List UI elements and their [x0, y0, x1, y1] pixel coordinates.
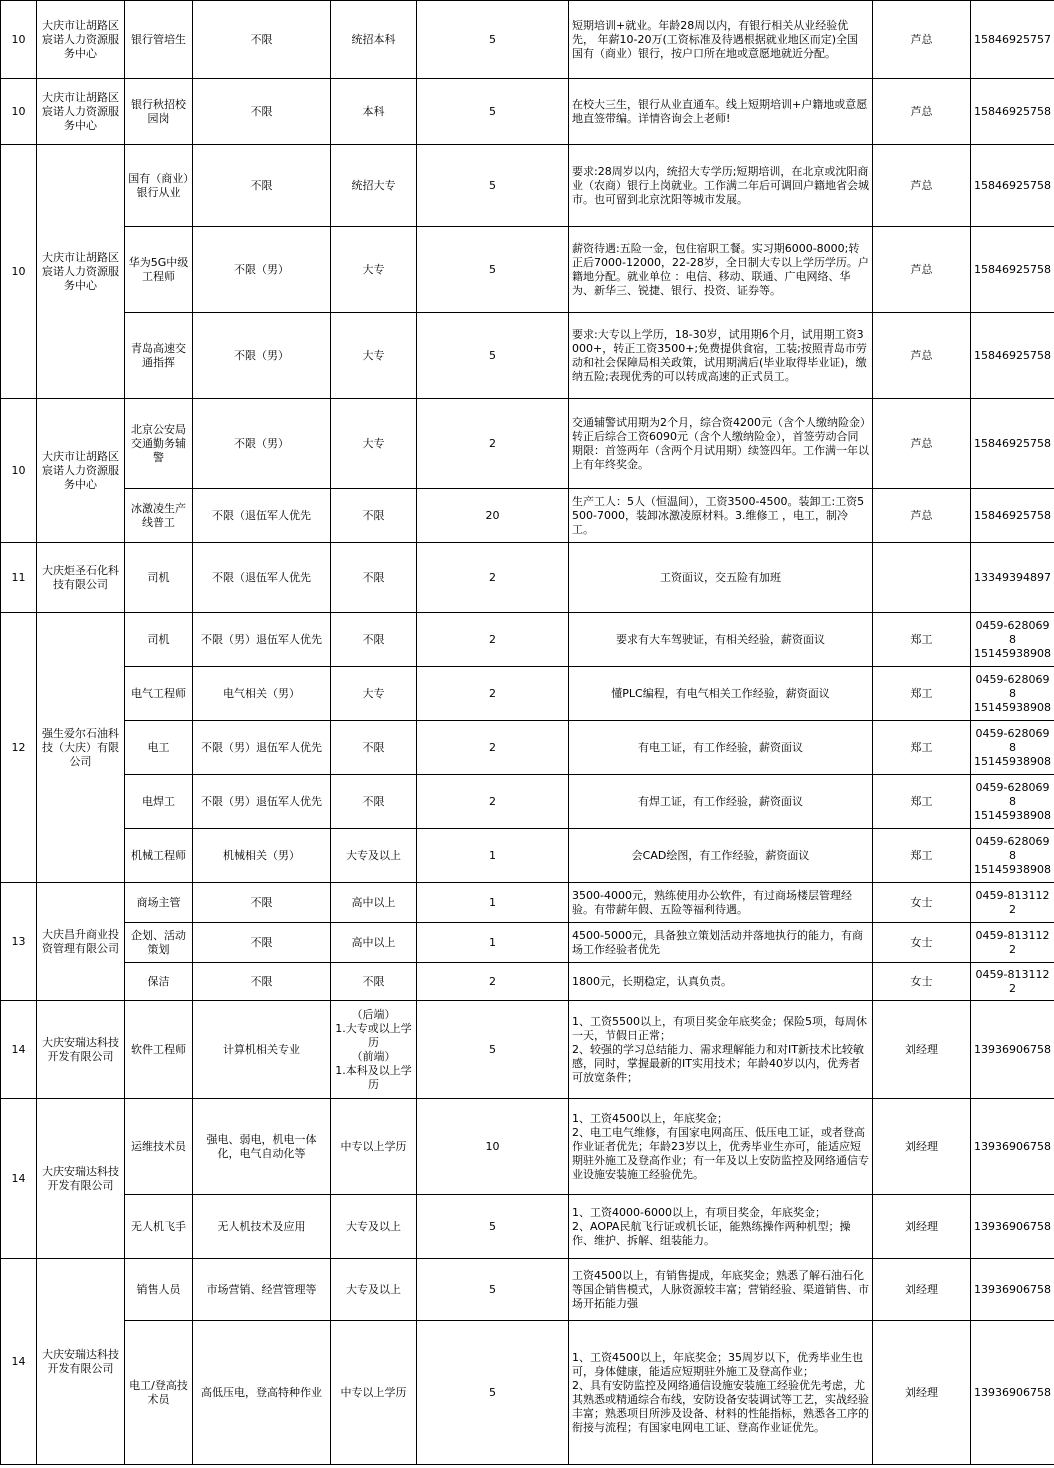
- headcount-cell: 5: [417, 313, 569, 399]
- position-cell: 北京公安局交通勤务辅警: [125, 399, 193, 489]
- phone-cell: 0459-8131122: [971, 923, 1054, 963]
- major-cell: 不限: [193, 883, 331, 923]
- education-cell: 中专以上学历: [331, 1321, 417, 1465]
- headcount-cell: 5: [417, 145, 569, 227]
- major-cell: 计算机相关专业: [193, 1001, 331, 1099]
- major-cell: 不限（男）: [193, 313, 331, 399]
- major-cell: 不限: [193, 145, 331, 227]
- major-cell: 不限（男）: [193, 227, 331, 313]
- headcount-cell: 1: [417, 829, 569, 883]
- table-row: [1, 489, 1054, 543]
- requirements-cell: 有电工证，有工作经验，薪资面议: [569, 721, 873, 775]
- table-row: [1, 543, 1054, 613]
- phone-cell: 0459-8131122: [971, 963, 1054, 1001]
- company-cell: 大庆市让胡路区宸诺人力资源服务中心: [37, 145, 125, 399]
- phone-cell: 13936906758: [971, 1259, 1054, 1321]
- major-cell: 不限（男）退伍军人优先: [193, 775, 331, 829]
- phone-cell: 13349394897: [971, 543, 1054, 613]
- education-cell: 不限: [331, 775, 417, 829]
- headcount-cell: 2: [417, 543, 569, 613]
- major-cell: 不限: [193, 1, 331, 79]
- position-cell: 华为5G中级工程师: [125, 227, 193, 313]
- company-cell: 大庆市让胡路区宸诺人力资源服务中心: [37, 1, 125, 79]
- requirements-cell: 薪资待遇:五险一金，包住宿职工餐。实习期6000-8000;转正后7000-12000，22-28岁，全日制大专以上学历学历。户籍地分配。就业单位 ：电信、移动、联通、广电网络、华为、新华三、锐捷、银行、投资、证券等。: [569, 227, 873, 313]
- company-cell: 大庆安瑞达科技开发有限公司: [37, 1001, 125, 1099]
- education-cell: 不限: [331, 721, 417, 775]
- requirements-cell: 交通辅警试用期为2个月，综合资4200元（含个人缴纳险金）转正后综合工资6090元（含个人缴纳险金），首签劳动合同期限：首签两年（含两个月试用期）续签四年。工作满一年以上有年终奖金。: [569, 399, 873, 489]
- phone-cell: 15846925758: [971, 227, 1054, 313]
- education-cell: 大专: [331, 227, 417, 313]
- requirements-cell: 生产工人：5人（恒温间），工资3500-4500。装卸工:工资5500-7000，装卸冰激凌原材料。3.维修工 ，电工，制冷工。: [569, 489, 873, 543]
- position-cell: 电焊工: [125, 775, 193, 829]
- serial-number-cell: 13: [1, 883, 37, 1001]
- headcount-cell: 2: [417, 963, 569, 1001]
- education-cell: 不限: [331, 963, 417, 1001]
- contact-cell: [873, 543, 971, 613]
- major-cell: 不限（退伍军人优先: [193, 543, 331, 613]
- major-cell: 机械相关（男）: [193, 829, 331, 883]
- education-cell: 大专及以上: [331, 1259, 417, 1321]
- table-row: [1, 923, 1054, 963]
- requirements-cell: 工资4500以上，有销售提成，年底奖金；熟悉了解石油石化等国企销售模式，人脉资源较丰富；营销经验、渠道销售、市场开拓能力强: [569, 1259, 873, 1321]
- headcount-cell: 2: [417, 721, 569, 775]
- contact-cell: 女士: [873, 923, 971, 963]
- contact-cell: 女士: [873, 883, 971, 923]
- headcount-cell: 5: [417, 1195, 569, 1259]
- serial-number-cell: 14: [1, 1259, 37, 1465]
- requirements-cell: 4500-5000元，具备独立策划活动并落地执行的能力，有商场工作经验者优先: [569, 923, 873, 963]
- table-row: [1, 1, 1054, 79]
- headcount-cell: 5: [417, 227, 569, 313]
- table-row: [1, 1259, 1054, 1321]
- table-row: [1, 1321, 1054, 1465]
- contact-cell: 郑工: [873, 721, 971, 775]
- phone-cell: 0459-6280698 15145938908: [971, 667, 1054, 721]
- education-cell: 中专以上学历: [331, 1099, 417, 1195]
- serial-number-cell: 14: [1, 1099, 37, 1259]
- serial-number-cell: 10: [1, 1, 37, 79]
- table-row: [1, 613, 1054, 667]
- education-cell: 本科: [331, 79, 417, 145]
- requirements-cell: 在校大三生，银行从业直通车。线上短期培训+户籍地或意愿地直签带编。详情咨询会上老师!: [569, 79, 873, 145]
- phone-cell: 15846925757: [971, 1, 1054, 79]
- education-cell: 高中以上: [331, 923, 417, 963]
- table-row: [1, 667, 1054, 721]
- headcount-cell: 20: [417, 489, 569, 543]
- contact-cell: 刘经理: [873, 1195, 971, 1259]
- headcount-cell: 5: [417, 1259, 569, 1321]
- table-row: [1, 145, 1054, 227]
- contact-cell: 芦总: [873, 399, 971, 489]
- phone-cell: 15846925758: [971, 399, 1054, 489]
- phone-cell: 0459-6280698 15145938908: [971, 721, 1054, 775]
- position-cell: 青岛高速交通指挥: [125, 313, 193, 399]
- position-cell: 企划、活动策划: [125, 923, 193, 963]
- table-row: [1, 775, 1054, 829]
- major-cell: 市场营销、经营管理等: [193, 1259, 331, 1321]
- headcount-cell: 5: [417, 1001, 569, 1099]
- requirements-cell: 1、工资4500以上，年底奖金；35周岁以下，优秀毕业生也可，身体健康，能适应短期驻外施工及登高作业； 2、具有安防监控及网络通信设施安装施工经验优先考虑，尤其熟悉或精通综合布线，安防设备安装调试等工艺，实战经验丰富；熟悉项目所涉及设备、材料的性能指标，熟悉各工序的衔接与流程；有国家电网电工证、登高作业证优先。: [569, 1321, 873, 1465]
- major-cell: 强电、弱电，机电一体化，电气自动化等: [193, 1099, 331, 1195]
- requirements-cell: 要求有大车驾驶证，有相关经验，薪资面议: [569, 613, 873, 667]
- major-cell: 电气相关（男）: [193, 667, 331, 721]
- contact-cell: 芦总: [873, 489, 971, 543]
- contact-cell: 刘经理: [873, 1099, 971, 1195]
- position-cell: 银行管培生: [125, 1, 193, 79]
- position-cell: 银行秋招校园岗: [125, 79, 193, 145]
- major-cell: 不限（男）退伍军人优先: [193, 613, 331, 667]
- phone-cell: 15846925758: [971, 145, 1054, 227]
- requirements-cell: 1、工资4500以上，年底奖金； 2、电工电气维修，有国家电网高压、低压电工证，或者登高作业证者优先；年龄23岁以上，优秀毕业生亦可，能适应短期驻外施工及登高作业；有一年及以上安防监控及网络通信专业设施安装施工经验优先。: [569, 1099, 873, 1195]
- table-row: [1, 829, 1054, 883]
- table-row: [1, 963, 1054, 1001]
- contact-cell: 郑工: [873, 775, 971, 829]
- requirements-cell: 1800元，长期稳定，认真负责。: [569, 963, 873, 1001]
- position-cell: 国有（商业）银行从业: [125, 145, 193, 227]
- company-cell: 强生爱尔石油科技（大庆）有限公司: [37, 613, 125, 883]
- education-cell: 大专: [331, 667, 417, 721]
- table-row: [1, 883, 1054, 923]
- table-row: [1, 227, 1054, 313]
- education-cell: 不限: [331, 613, 417, 667]
- education-cell: 大专及以上: [331, 829, 417, 883]
- education-cell: 大专及以上: [331, 1195, 417, 1259]
- phone-cell: 0459-6280698 15145938908: [971, 829, 1054, 883]
- company-cell: 大庆昌升商业投资管理有限公司: [37, 883, 125, 1001]
- table-row: [1, 399, 1054, 489]
- requirements-cell: 短期培训+就业。年龄28周以内，有银行相关从业经验优先， 年薪10-20万(工资标准及待遇根据就业地区而定)全国国有（商业）银行，按户口所在地或意愿地就近分配。: [569, 1, 873, 79]
- major-cell: 不限: [193, 923, 331, 963]
- position-cell: 商场主管: [125, 883, 193, 923]
- serial-number-cell: 10: [1, 145, 37, 399]
- serial-number-cell: 12: [1, 613, 37, 883]
- position-cell: 机械工程师: [125, 829, 193, 883]
- position-cell: 电工: [125, 721, 193, 775]
- phone-cell: 0459-6280698 15145938908: [971, 613, 1054, 667]
- education-cell: 不限: [331, 543, 417, 613]
- table-row: [1, 721, 1054, 775]
- major-cell: 不限: [193, 79, 331, 145]
- phone-cell: 15846925758: [971, 79, 1054, 145]
- major-cell: 高低压电，登高特种作业: [193, 1321, 331, 1465]
- position-cell: 销售人员: [125, 1259, 193, 1321]
- headcount-cell: 2: [417, 399, 569, 489]
- phone-cell: 15846925758: [971, 489, 1054, 543]
- contact-cell: 刘经理: [873, 1321, 971, 1465]
- contact-cell: 芦总: [873, 79, 971, 145]
- phone-cell: 0459-6280698 15145938908: [971, 775, 1054, 829]
- table-row: [1, 1099, 1054, 1195]
- major-cell: 不限（退伍军人优先: [193, 489, 331, 543]
- position-cell: 运维技术员: [125, 1099, 193, 1195]
- headcount-cell: 5: [417, 79, 569, 145]
- position-cell: 电工/登高技术员: [125, 1321, 193, 1465]
- position-cell: 司机: [125, 543, 193, 613]
- education-cell: 统招大专: [331, 145, 417, 227]
- company-cell: 大庆炬圣石化科技有限公司: [37, 543, 125, 613]
- requirements-cell: 会CAD绘图，有工作经验，薪资面议: [569, 829, 873, 883]
- contact-cell: 芦总: [873, 227, 971, 313]
- headcount-cell: 2: [417, 667, 569, 721]
- headcount-cell: 2: [417, 613, 569, 667]
- position-cell: 无人机飞手: [125, 1195, 193, 1259]
- phone-cell: 13936906758: [971, 1001, 1054, 1099]
- table-row: [1, 313, 1054, 399]
- requirements-cell: 3500-4000元，熟练使用办公软件，有过商场楼层管理经验。有带薪年假、五险等福利待遇。: [569, 883, 873, 923]
- major-cell: 不限: [193, 963, 331, 1001]
- table-row: [1, 1195, 1054, 1259]
- serial-number-cell: 10: [1, 399, 37, 543]
- company-cell: 大庆安瑞达科技开发有限公司: [37, 1099, 125, 1259]
- contact-cell: 郑工: [873, 667, 971, 721]
- contact-cell: 芦总: [873, 1, 971, 79]
- education-cell: （后端） 1.大专或以上学历 （前端） 1.本科及以上学历: [331, 1001, 417, 1099]
- requirements-cell: 要求:大专以上学历，18-30岁，试用期6个月，试用期工资3000+，转正工资3500+;免费提供食宿，工装;按照青岛市劳动和社会保障局相关政策，试用期满后(毕业取得毕业证)，缴纳五险;表现优秀的可以转成高速的正式员工。: [569, 313, 873, 399]
- education-cell: 大专: [331, 399, 417, 489]
- requirements-cell: 懂PLC编程，有电气相关工作经验，薪资面议: [569, 667, 873, 721]
- contact-cell: 刘经理: [873, 1259, 971, 1321]
- education-cell: 高中以上: [331, 883, 417, 923]
- phone-cell: 15846925758: [971, 313, 1054, 399]
- headcount-cell: 10: [417, 1099, 569, 1195]
- major-cell: 不限（男）: [193, 399, 331, 489]
- education-cell: 大专: [331, 313, 417, 399]
- position-cell: 软件工程师: [125, 1001, 193, 1099]
- table-row: [1, 79, 1054, 145]
- contact-cell: 芦总: [873, 145, 971, 227]
- headcount-cell: 2: [417, 775, 569, 829]
- headcount-cell: 1: [417, 883, 569, 923]
- contact-cell: 郑工: [873, 613, 971, 667]
- serial-number-cell: 10: [1, 79, 37, 145]
- requirements-cell: 有焊工证，有工作经验，薪资面议: [569, 775, 873, 829]
- serial-number-cell: 14: [1, 1001, 37, 1099]
- major-cell: 不限（男）退伍军人优先: [193, 721, 331, 775]
- position-cell: 电气工程师: [125, 667, 193, 721]
- position-cell: 保洁: [125, 963, 193, 1001]
- headcount-cell: 5: [417, 1321, 569, 1465]
- requirements-cell: 1、工资5500以上，有项目奖金年底奖金；保险5项，每周休一天，节假日正常； 2、较强的学习总结能力、需求理解能力和对IT新技术比较敏感，同时，掌握最新的IT实用技术；年龄40岁以内，优秀者可放宽条件；: [569, 1001, 873, 1099]
- phone-cell: 0459-8131122: [971, 883, 1054, 923]
- phone-cell: 13936906758: [971, 1099, 1054, 1195]
- requirements-cell: 工资面议，交五险有加班: [569, 543, 873, 613]
- serial-number-cell: 11: [1, 543, 37, 613]
- headcount-cell: 5: [417, 1, 569, 79]
- education-cell: 统招本科: [331, 1, 417, 79]
- contact-cell: 郑工: [873, 829, 971, 883]
- phone-cell: 13936906758: [971, 1321, 1054, 1465]
- company-cell: 大庆市让胡路区宸诺人力资源服务中心: [37, 399, 125, 543]
- headcount-cell: 1: [417, 923, 569, 963]
- phone-cell: 13936906758: [971, 1195, 1054, 1259]
- contact-cell: 女士: [873, 963, 971, 1001]
- contact-cell: 芦总: [873, 313, 971, 399]
- position-cell: 冰激凌生产线普工: [125, 489, 193, 543]
- contact-cell: 刘经理: [873, 1001, 971, 1099]
- table-row: [1, 1001, 1054, 1099]
- company-cell: 大庆市让胡路区宸诺人力资源服务中心: [37, 79, 125, 145]
- requirements-cell: 要求:28周岁以内，统招大专学历;短期培训，在北京或沈阳商业（农商）银行上岗就业。工作满二年后可调回户籍地省会城市。也可留到北京沈阳等城市发展。: [569, 145, 873, 227]
- education-cell: 不限: [331, 489, 417, 543]
- major-cell: 无人机技术及应用: [193, 1195, 331, 1259]
- company-cell: 大庆安瑞达科技开发有限公司: [37, 1259, 125, 1465]
- position-cell: 司机: [125, 613, 193, 667]
- requirements-cell: 1、工资4000-6000以上，有项目奖金，年底奖金； 2、AOPA民航飞行证或机长证，能熟练操作两种机型；操作、维护、拆解、组装能力。: [569, 1195, 873, 1259]
